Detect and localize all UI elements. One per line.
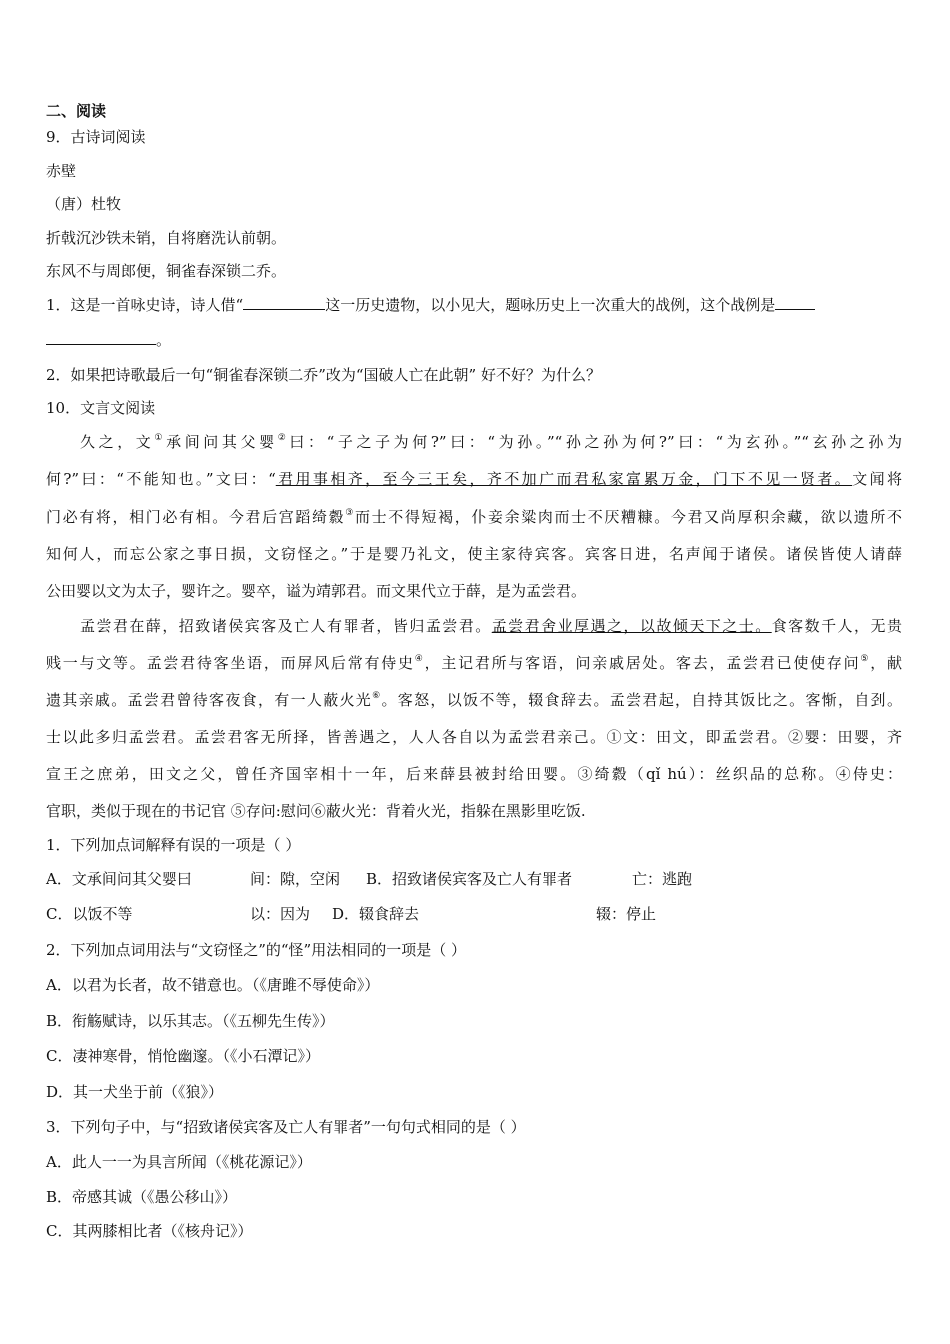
passage-text: 。客怒，以饭不等，辍食辞去。孟尝君起，自持其饭比之。客惭，自刭。	[381, 691, 902, 709]
passage-text: 食客数千人，无贵	[771, 617, 902, 635]
option-1d-note: 辍：停止	[596, 905, 657, 923]
passage-text: 承间问其父婴	[166, 433, 278, 451]
option-3a: A．此人一一为具言所闻（《桃花源记》）	[46, 1153, 312, 1171]
passage-text: 门必有将，相门必有相。今君后宫蹈绮縠	[46, 508, 346, 526]
option-2a: A．以君为长者，故不错意也。（《唐雎不辱使命》）	[46, 976, 380, 994]
q9-sub1	[46, 295, 906, 315]
option-1a-note: 间：隙，空闲	[250, 870, 341, 888]
passage-text: ，献	[870, 654, 902, 672]
passage-text: 久之，文	[80, 433, 155, 451]
q10-sub1: 1．下列加点词解释有误的一项是（ ）	[46, 836, 301, 854]
q9-sub1-a: 1．这是一首咏史诗，诗人借“	[46, 296, 244, 314]
passage-line	[80, 616, 902, 636]
option-2d: D．其一犬坐于前（《狼》）	[46, 1083, 224, 1101]
option-3c: C．其两膝相比者（《核舟记》）	[46, 1222, 253, 1240]
q10-sub2: 2．下列加点词用法与“文窃怪之”的“怪”用法相同的一项是（ ）	[46, 941, 466, 959]
passage-line	[80, 432, 902, 452]
passage-line: 宣王之庶弟，田文之父，曾任齐国宰相十一年，后来薛县被封给田婴。③绮縠（qǐ hú）：丝织品的总称。④侍史：	[46, 765, 902, 783]
q9-heading: 9．古诗词阅读	[46, 128, 146, 146]
passage-text: 文闻将	[852, 470, 902, 488]
underlined-sentence: 君用事相齐，至今三王矣，齐不加广而君私家富累万金，门下不见一贤者。	[275, 470, 853, 488]
footnote-mark: ⑤	[860, 654, 871, 664]
q10-sub3: 3．下列句子中，与“招致诸侯宾客及亡人有罪者”一句句式相同的是（ ）	[46, 1118, 526, 1136]
poem-author: （唐）杜牧	[46, 195, 122, 213]
option-1c: C．以饭不等	[46, 905, 133, 923]
section-title: 二、阅读	[46, 102, 107, 120]
option-1a: A．文承间问其父婴曰	[46, 870, 192, 888]
passage-line: 知何人，而忘公家之事日损，文窃怪之。”于是婴乃礼文，使主家待宾客。宾客日进，名声闻于诸侯。诸侯皆使人请薛	[46, 545, 902, 563]
q9-sub2: 2．如果把诗歌最后一句“铜雀春深锁二乔”改为“国破人亡在此朝” 好不好？为什么？	[46, 366, 601, 384]
passage-text: ，主记君所与客语，问亲戚居处。客去，孟尝君已使使存问	[424, 654, 861, 672]
option-1b-note: 亡：逃跑	[632, 870, 693, 888]
poem-title: 赤壁	[46, 162, 77, 180]
answer-blank-1[interactable]	[243, 295, 325, 310]
footnote-mark: ④	[414, 654, 425, 664]
q9-sub1-cont	[46, 330, 906, 350]
option-1b: B．招致诸侯宾客及亡人有罪者	[366, 870, 573, 888]
passage-line: 公田婴以文为太子，婴许之。婴卒，谥为靖郭君。而文果代立于薛，是为孟尝君。	[46, 582, 587, 600]
footnote-mark: ③	[345, 508, 355, 518]
q9-sub1-b: 这一历史遗物，以小见大，题咏历史上一次重大的战例，这个战例是	[325, 296, 776, 314]
option-1c-note: 以：因为	[250, 905, 311, 923]
answer-blank-2[interactable]	[775, 295, 815, 310]
poem-line-1: 折戟沉沙铁未销，自将磨洗认前朝。	[46, 229, 287, 247]
q9-sub1-end: 。	[156, 331, 172, 349]
passage-text: 何?”曰：“不能知也。”文曰：“	[46, 470, 276, 488]
passage-line	[46, 653, 902, 673]
option-2b: B．衔觞赋诗，以乐其志。（《五柳先生传》）	[46, 1012, 335, 1030]
passage-line	[46, 507, 902, 527]
passage-text: 曰：“子之子为何?”曰：“为孙。”“孙之孙为何?”曰：“为玄孙。”“玄孙之孙为	[289, 433, 902, 451]
passage-line: 官职，类似于现在的书记官 ⑤存问:慰问⑥蔽火光：背着火光，指躲在黑影里吃饭.	[46, 802, 586, 820]
option-3b: B．帝感其诚（《愚公移山》）	[46, 1188, 238, 1206]
passage-line	[46, 469, 902, 489]
passage-line: 士以此多归孟尝君。孟尝君客无所择，皆善遇之，人人各自以为孟尝君亲己。①文：田文，即孟尝君。②婴：田婴，齐	[46, 728, 902, 746]
passage-text: 而士不得短褐，仆妾余粱肉而士不厌糟糠。今君又尚厚积余藏，欲以遗所不	[354, 508, 902, 526]
answer-blank-2b[interactable]	[46, 330, 156, 345]
passage-text: 遗其亲戚。孟尝君曾待客夜食，有一人蔽火光	[46, 691, 373, 709]
footnote-mark: ①	[154, 433, 167, 443]
footnote-mark: ②	[277, 433, 290, 443]
underlined-sentence: 孟尝君舍业厚遇之，以故倾天下之士。	[491, 617, 772, 635]
passage-text: 孟尝君在薛，招致诸侯宾客及亡人有罪者，皆归孟尝君。	[80, 617, 492, 635]
option-2c: C．凄神寒骨，悄怆幽邃。（《小石潭记》）	[46, 1047, 320, 1065]
poem-line-2: 东风不与周郎便，铜雀春深锁二乔。	[46, 262, 287, 280]
passage-line	[46, 690, 902, 710]
passage-text: 贱一与文等。孟尝君待客坐语，而屏风后常有侍史	[46, 654, 415, 672]
footnote-mark: ⑥	[372, 691, 382, 701]
option-1d: D．辍食辞去	[332, 905, 420, 923]
q10-heading: 10．文言文阅读	[46, 399, 156, 417]
